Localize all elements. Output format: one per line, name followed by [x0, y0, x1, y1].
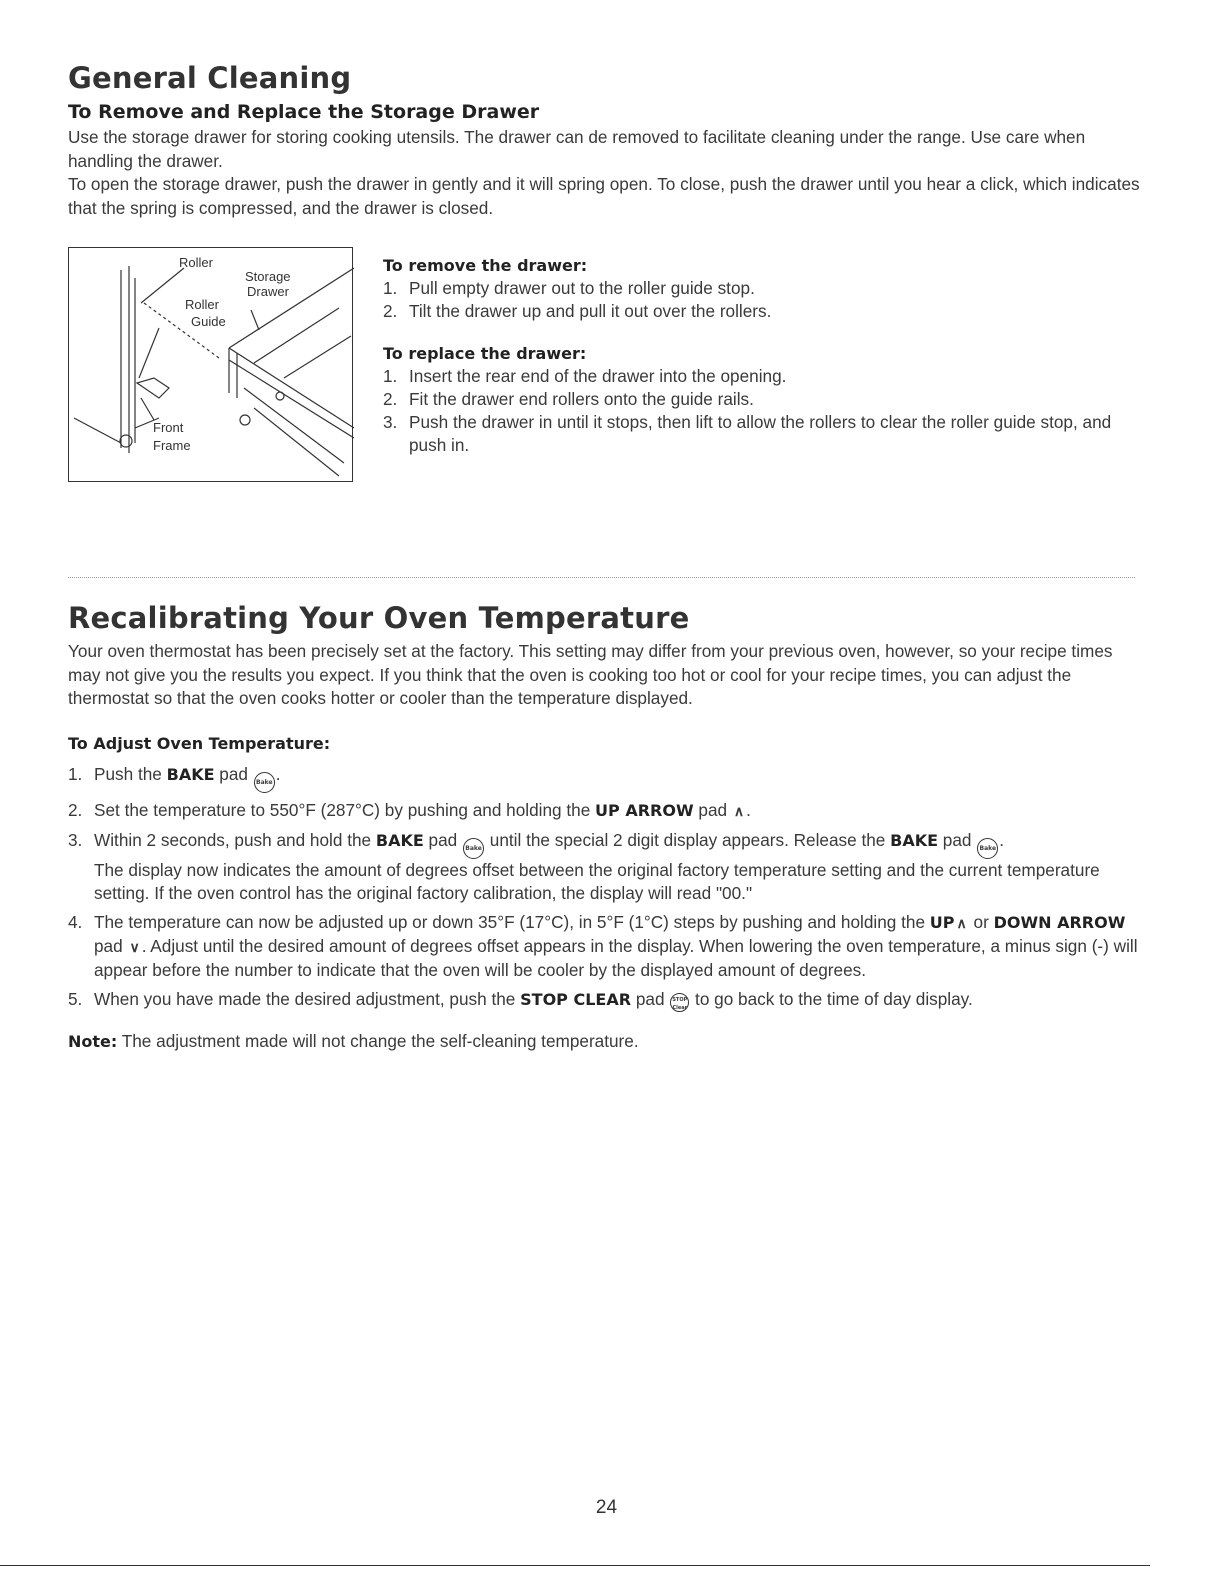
up-arrow-icon: ∧	[733, 802, 745, 819]
list-item: 3. Within 2 seconds, push and hold the BAKE pad Bake until the special 2 digit display appears. Release the BAKE pad Bake . The display now indicates the amount of degrees offset between the original factory temperature setting and the current temperature setting. If the oven control has the original factory calibration, the display will read "00."	[68, 829, 1100, 903]
list-item: 5. When you have made the desired adjustment, push the STOP CLEAR pad STOP Clear to go back to the time of day display.	[68, 988, 973, 1011]
list-item: 1. Pull empty drawer out to the roller guide stop.	[383, 278, 755, 298]
note	[68, 1030, 1143, 1054]
list-item: 3. Push the drawer in until it stops, then lift to allow the rollers to clear the roller guide stop, and push in.	[383, 412, 1112, 455]
label-frame: Frame	[153, 438, 191, 453]
list-item: 4. The temperature can now be adjusted up or down 35°F (17°C), in 5°F (1°C) steps by pushing and holding the UP ∧ or DOWN ARROW pad ∨ . Adjust until the desired amount of degrees offset appears in the display. When lowering the oven temperature, a minus sign (-) will appear before the number to indicate that the oven will be cooler by the displayed amount of degrees.	[68, 911, 1138, 980]
stop-clear-pad-icon: STOP Clear	[670, 993, 689, 1012]
drawer-instructions-row	[68, 247, 1143, 482]
remove-heading: To remove the drawer:	[383, 256, 588, 275]
section-divider	[68, 577, 1135, 578]
adjust-heading: To Adjust Oven Temperature:	[68, 733, 331, 753]
footer-rule	[0, 1565, 1150, 1566]
recalibrating-section	[68, 600, 1143, 1053]
bake-pad-icon: Bake	[463, 838, 484, 859]
section-subtitle: To Remove and Replace the Storage Drawer	[68, 101, 540, 123]
label-drawer: Drawer	[247, 284, 289, 299]
note-text: The adjustment made will not change the self-cleaning temperature.	[117, 1030, 639, 1051]
section-title: Recalibrating Your Oven Temperature	[68, 601, 690, 635]
replace-heading: To replace the drawer:	[383, 344, 587, 363]
list-item: 1. Insert the rear end of the drawer into the opening.	[383, 366, 787, 386]
recalibrate-intro: Your oven thermostat has been precisely set at the factory. This setting may differ from your previous oven, however, so your recipe times may not give you the results you expect. If you think that the oven is cooking too hot or cool for your recipe times, you can adjust the thermostat so that the oven cooks hotter or cooler than the temperature displayed.	[68, 641, 1113, 708]
remove-steps-list	[383, 277, 1133, 323]
page-number: 24	[595, 1497, 618, 1518]
list-item: 2. Tilt the drawer up and pull it out over the rollers.	[383, 301, 772, 321]
open-close-paragraph: To open the storage drawer, push the drawer in gently and it will spring open. To close, push the drawer until you hear a click, which indicates that the spring is compressed, and the drawer is closed.	[68, 174, 1140, 218]
drawer-diagram	[68, 247, 353, 482]
drawer-illustration	[69, 248, 354, 483]
label-roller: Roller	[179, 255, 213, 270]
label-front: Front	[153, 420, 184, 435]
bake-pad-icon: Bake	[977, 838, 998, 859]
list-item: 2. Set the temperature to 550°F (287°C) by pushing and holding the UP ARROW pad ∧ .	[68, 799, 1143, 823]
bake-pad-icon: Bake	[254, 772, 275, 793]
down-arrow-icon: ∨	[129, 938, 140, 955]
up-arrow-icon: ∧	[956, 914, 967, 931]
intro-paragraph: Use the storage drawer for storing cooking utensils. The drawer can de removed to facilitate cleaning under the range. Use care when handling the drawer.	[68, 127, 1086, 171]
label-storage: Storage	[245, 269, 291, 284]
drawer-steps	[383, 247, 1133, 482]
adjust-steps-list	[68, 763, 1143, 1012]
section-title: General Cleaning	[68, 61, 352, 95]
list-item: 1. Push the BAKE pad Bake .	[68, 763, 1143, 793]
label-roller-guide-1: Roller	[185, 297, 219, 312]
replace-steps-list	[383, 365, 1133, 457]
general-cleaning-section	[68, 60, 1143, 482]
note-label: Note:	[68, 1031, 118, 1051]
list-item: 2. Fit the drawer end rollers onto the guide rails.	[383, 389, 754, 409]
label-roller-guide-2: Guide	[191, 314, 226, 329]
